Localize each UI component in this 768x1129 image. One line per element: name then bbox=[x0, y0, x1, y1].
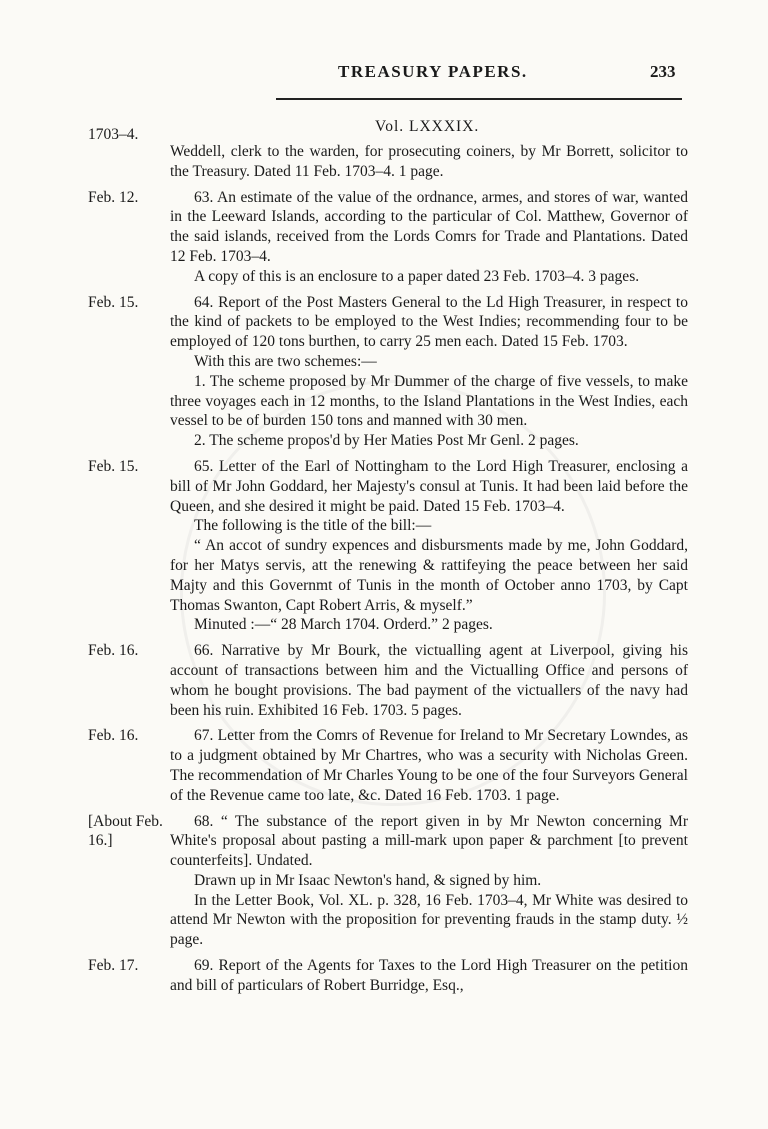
entry-63 bbox=[88, 188, 688, 287]
running-title: TREASURY PAPERS. bbox=[338, 62, 528, 81]
entries bbox=[88, 142, 688, 1002]
entry-text: Minuted :—“ 28 March 1704. Orderd.” 2 pages. bbox=[194, 616, 493, 634]
entry-text: 64. Report of the Post Masters General to the Ld High Treasurer, in respect to the kind of packets to be employed to the West Indies; recommending four to be employed of 120 tons burthen, to carry 25 men each. Dated 15 Feb. 1703. bbox=[170, 293, 688, 351]
entry-text: 65. Letter of the Earl of Nottingham to the Lord High Treasurer, enclosing a bill of Mr John Goddard, her Majesty's consul at Tunis. It had been laid before the Queen, and she desired it might be paid. Dated 15 Feb. 1703–4. bbox=[170, 457, 688, 515]
entry-text: 66. Narrative by Mr Bourk, the victualling agent at Liverpool, giving his account of transactions between him and the Victualling Office and persons of whom he bought provisions. The bad payment of the victuallers of the navy had been his ruin. Exhibited 16 Feb. 1703. 5 pages. bbox=[170, 642, 688, 719]
entry-date: Feb. 12. bbox=[88, 188, 139, 206]
header-rule bbox=[276, 98, 682, 100]
entry-date: Feb. 16. bbox=[88, 727, 139, 745]
entry-date: Feb. 17. bbox=[88, 957, 139, 975]
entry-date: Feb. 16. bbox=[88, 642, 139, 660]
continuation-text: Weddell, clerk to the warden, for prosecuting coiners, by Mr Borrett, solicitor to the Treasury. Dated 11 Feb. 1703–4. 1 page. bbox=[170, 143, 688, 180]
entry-date: [About Feb. 16.] bbox=[88, 812, 163, 850]
entry-text: “ An accot of sundry expences and disbursments made by me, John Goddard, for her Matys servis, att the renewing & rattifeying the peace between her said Majty and this Governmt of Tunis in the month of October anno 1703, by Capt Thomas Swanton, Capt Robert Arris, & myself.” bbox=[170, 537, 688, 614]
entry-text: A copy of this is an enclosure to a paper dated 23 Feb. 1703–4. 3 pages. bbox=[194, 267, 640, 285]
page-number: 233 bbox=[650, 62, 676, 81]
entry-date: Feb. 15. bbox=[88, 293, 139, 311]
volume-label: Vol. LXXXIX. bbox=[375, 118, 480, 135]
entry-65 bbox=[88, 457, 688, 635]
entry-date: Feb. 15. bbox=[88, 457, 139, 475]
entry-67 bbox=[88, 726, 688, 805]
entry-text: 1. The scheme proposed by Mr Dummer of the charge of five vessels, to make three voyages each in 12 months, to the Island Plantations in the West Indies, each vessel to be of burden 150 tons and manned with 30 men. bbox=[170, 372, 688, 430]
page-header bbox=[0, 62, 768, 90]
continuation-entry bbox=[88, 142, 688, 182]
entry-text: With this are two schemes:— bbox=[194, 352, 377, 370]
entry-68 bbox=[88, 812, 688, 951]
entry-text: 63. An estimate of the value of the ordnance, armes, and stores of war, wanted in the Leeward Islands, according to the particular of Col. Matthew, Governor of the said islands, received from the Lords Comrs for Trade and Plantations. Dated 12 Feb. 1703–4. bbox=[170, 188, 688, 265]
year-label: 1703–4. bbox=[88, 126, 139, 143]
entry-text: The following is the title of the bill:— bbox=[194, 517, 432, 535]
entry-66 bbox=[88, 641, 688, 720]
entry-text: 68. “ The substance of the report given in by Mr Newton concerning Mr White's proposal about pasting a mill-mark upon paper & parchment [to prevent counterfeits]. Undated. bbox=[170, 812, 688, 870]
entry-64 bbox=[88, 293, 688, 451]
entry-text: 67. Letter from the Comrs of Revenue for Ireland to Mr Secretary Lowndes, as to a judgment obtained by Mr Chartres, who was a security with Nicholas Green. The recommendation of Mr Charles Young to be one of the four Surveyors General of the Revenue came too late, &c. Dated 16 Feb. 1703. 1 page. bbox=[170, 727, 688, 804]
entry-69 bbox=[88, 956, 688, 996]
entry-text: Drawn up in Mr Isaac Newton's hand, & signed by him. bbox=[194, 871, 542, 889]
entry-text: 69. Report of the Agents for Taxes to the Lord High Treasurer on the petition and bill of particulars of Robert Burridge, Esq., bbox=[170, 957, 688, 994]
entry-text: In the Letter Book, Vol. XL. p. 328, 16 Feb. 1703–4, Mr White was desired to attend Mr Newton with the proposition for preventing frauds in the stamp duty. ½ page. bbox=[170, 891, 688, 949]
entry-text: 2. The scheme propos'd by Her Maties Post Mr Genl. 2 pages. bbox=[194, 432, 579, 450]
